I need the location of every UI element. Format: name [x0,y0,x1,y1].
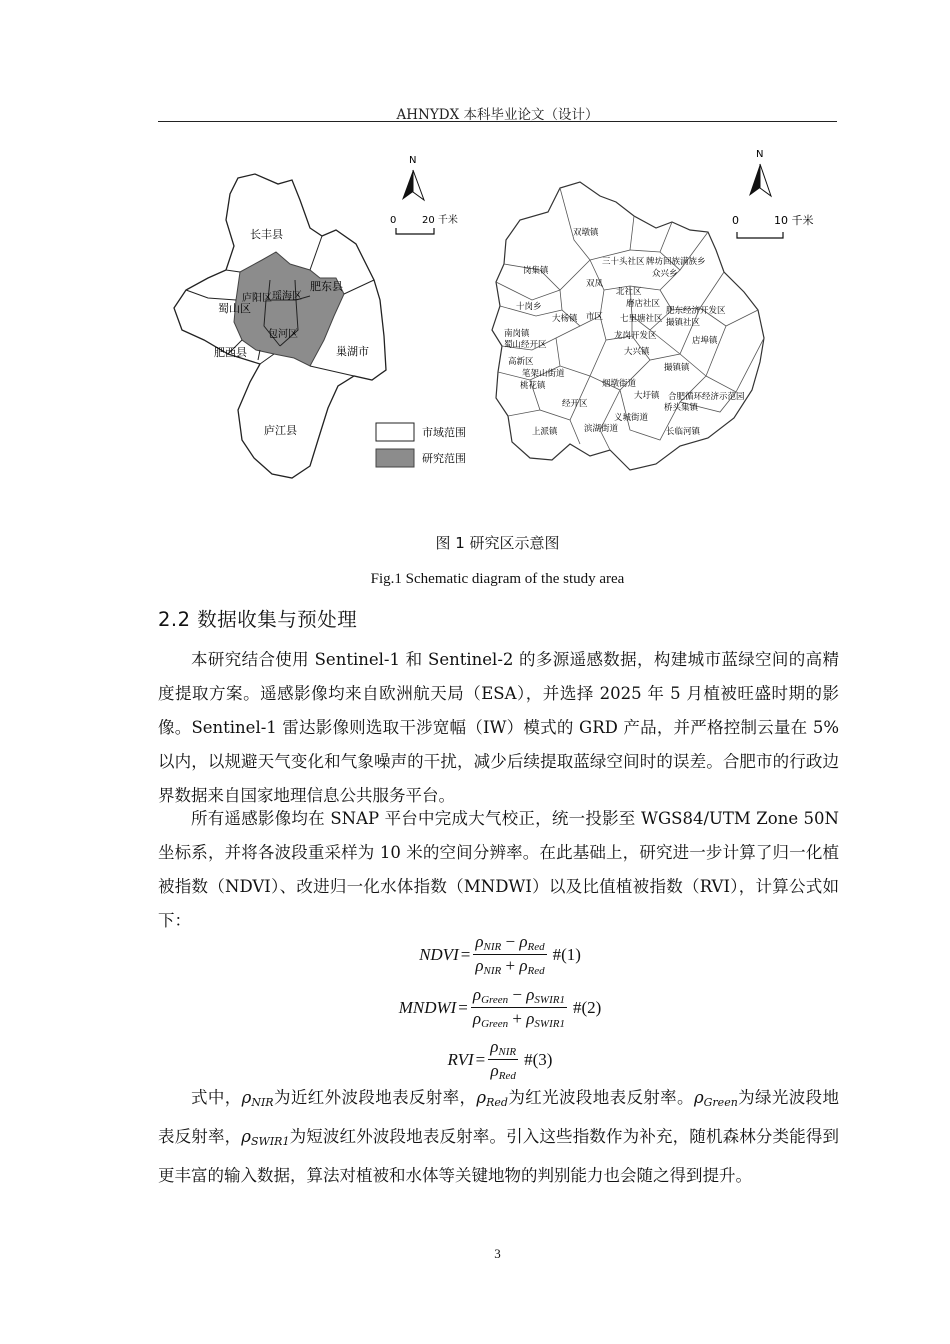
map-label: 经开区 [562,399,588,409]
scale-end: 10 千米 [774,214,814,227]
map-label: 店埠镇 [692,336,718,346]
map-label: 大兴镇 [624,347,650,357]
section-heading: 2.2 数据收集与预处理 [158,608,358,631]
map-label: 桥头集镇 [664,403,699,413]
map-label: 双墩镇 [573,228,599,238]
formula-lhs: MNDWI [398,997,457,1017]
equals-sign: = [475,1049,486,1069]
figure-study-area [160,140,840,510]
map-label: 桃花镇 [520,381,546,391]
map-label: 北社区 [616,287,642,297]
map-label: 肥东县 [310,280,343,293]
map-label: 大杨镇 [552,314,578,324]
legend-swatch-study [376,449,414,467]
map-label: 肥西县 [214,346,247,359]
map-label: 双凤 [586,279,604,289]
map-label: 七里塘社区 [620,314,663,324]
symbol-rho-swir1: $\rho_{SWIR1}$ [241,1127,290,1148]
symbol-rho-green: $\rho_{Green}$ [693,1088,738,1109]
scale-start: 0 [732,214,739,227]
map-label: 高新区 [508,357,534,367]
page-header: AHNYDX 本科毕业论文（设计） [396,107,599,123]
numerator: $\rho_{NIR}$ [490,1037,517,1058]
map-label: 庐江县 [264,424,297,437]
map-label: 磨店社区 [626,299,661,309]
map-label: 众兴乡 [652,269,678,279]
map-label: 南岗镇 [504,329,530,339]
map-label: 长丰县 [250,228,283,241]
legend-swatch-city [376,423,414,441]
map-label: 合肥循环经济示范园 [668,392,745,402]
map-label: 龙岗开发区 [614,331,657,341]
figure-caption-zh: 图 1 研究区示意图 [435,534,560,552]
map-label: 岗集镇 [523,266,549,276]
map-label: 瑶海区 [272,291,302,302]
map-label: 烟墩街道 [602,379,637,389]
left-scale-bar [390,213,458,234]
map-label: 上派镇 [532,427,558,437]
map-label: 蜀山区 [218,302,251,315]
study-area-maps [160,140,840,510]
fraction [473,932,546,977]
right-north-arrow [749,149,771,196]
denominator: $\rho_{Green} + \rho_{SWIR1}$ [472,1009,565,1030]
numerator: $\rho_{Green} - \rho_{SWIR1}$ [472,985,565,1006]
denominator: $\rho_{Red}$ [490,1061,516,1082]
paragraph-variable-definitions: 式中，$\rho_{NIR}$为近红外波段地表反射率，$\rho_{Red}$为红光波段地表反射率。$\rho_{Green}$为绿光波段地表反射率，$\rho_{SWIR1}$为短波红外波段地表反射率。引入这些指数作为补充，随机森林分类能得到更丰富的输入数据，算法对植被和水体等关键地物的判别能力也会随之得到提升。 [158,1088,840,1185]
scale-start: 0 [390,215,397,226]
fraction [488,1037,518,1082]
map-label: 巢湖市 [336,345,369,358]
left-map [174,155,466,478]
paragraph-preprocessing: 所有遥感影像均在 SNAP 平台中完成大气校正，统一投影至 WGS84/UTM Zone 50N 坐标系，并将各波段重采样为 10 米的空间分辨率。在此基础上，研究进一步计算了归一化植被指数（NDVI）、改进归一化水体指数（MNDWI）以及比值植被指数（RVI），计算公式如下： [158,809,839,930]
paragraph-data-sources: 本研究结合使用 Sentinel-1 和 Sentinel-2 的多源遥感数据，构建城市蓝绿空间的高精度提取方案。遥感影像均来自欧洲航天局（ESA），并选择 2025 年 5 月植被旺盛时期的影像。Sentinel-1 雷达影像则选取干涉宽幅（IW）模式的 GRD 产品，并严格控制云量在 5%以内，以规避天气变化和气象噪声的干扰，减少后续提取蓝绿空间时的误差。合肥市的行政边界数据来自国家地理信息公共服务平台。 [158,650,839,805]
map-label: 庐阳区 [242,293,272,304]
map-label: 撮镇社区 [666,318,701,328]
equals-sign: = [460,944,471,964]
north-label: N [756,149,764,160]
denominator: $\rho_{NIR} + \rho_{Red}$ [475,956,545,977]
map-label: 三十头社区 [602,257,645,267]
legend-study-label: 研究范围 [422,452,466,465]
equals-sign: = [458,997,468,1017]
map-label: 肥东经济开发区 [666,306,726,316]
map-label: 长临河镇 [666,427,701,437]
formula-ndvi [300,932,700,977]
right-map [492,149,814,470]
formula-rvi [300,1037,700,1082]
symbol-rho-red: $\rho_{Red}$ [476,1088,508,1109]
right-scale-bar [732,213,814,238]
map-label: 市区 [586,312,604,322]
north-arrow-icon [402,170,413,200]
formula-lhs: RVI [447,1049,474,1069]
equation-tag: #(3) [524,1049,553,1069]
map-label: 义城街道 [614,413,649,423]
formula-mndwi [300,985,700,1030]
header-rule [158,121,837,122]
fraction [471,985,567,1030]
numerator: $\rho_{NIR} - \rho_{Red}$ [475,932,545,953]
map-label: 包河区 [268,329,298,340]
formula-lhs: NDVI [419,944,459,964]
equation-tag: #(2) [572,997,602,1017]
north-arrow-icon [749,164,760,196]
map-label: 滨湖街道 [584,424,619,434]
equation-tag: #(1) [552,944,581,964]
north-label: N [409,155,417,166]
figure-caption-en: Fig.1 Schematic diagram of the study area [370,571,625,587]
map-label: 牌坊回族满族乡 [646,257,706,267]
map-legend [376,423,466,467]
map-label: 大圩镇 [634,391,660,401]
symbol-rho-nir: $\rho_{NIR}$ [241,1088,274,1109]
page-number: 3 [494,1246,501,1261]
legend-city-label: 市域范围 [422,426,466,439]
left-north-arrow [402,155,424,200]
map-label: 撮镇镇 [664,363,690,373]
map-label: 十岗乡 [516,302,542,312]
map-label: 蜀山经开区 [504,340,547,350]
scale-end: 20 千米 [422,215,458,226]
map-label: 笔架山街道 [522,369,565,379]
